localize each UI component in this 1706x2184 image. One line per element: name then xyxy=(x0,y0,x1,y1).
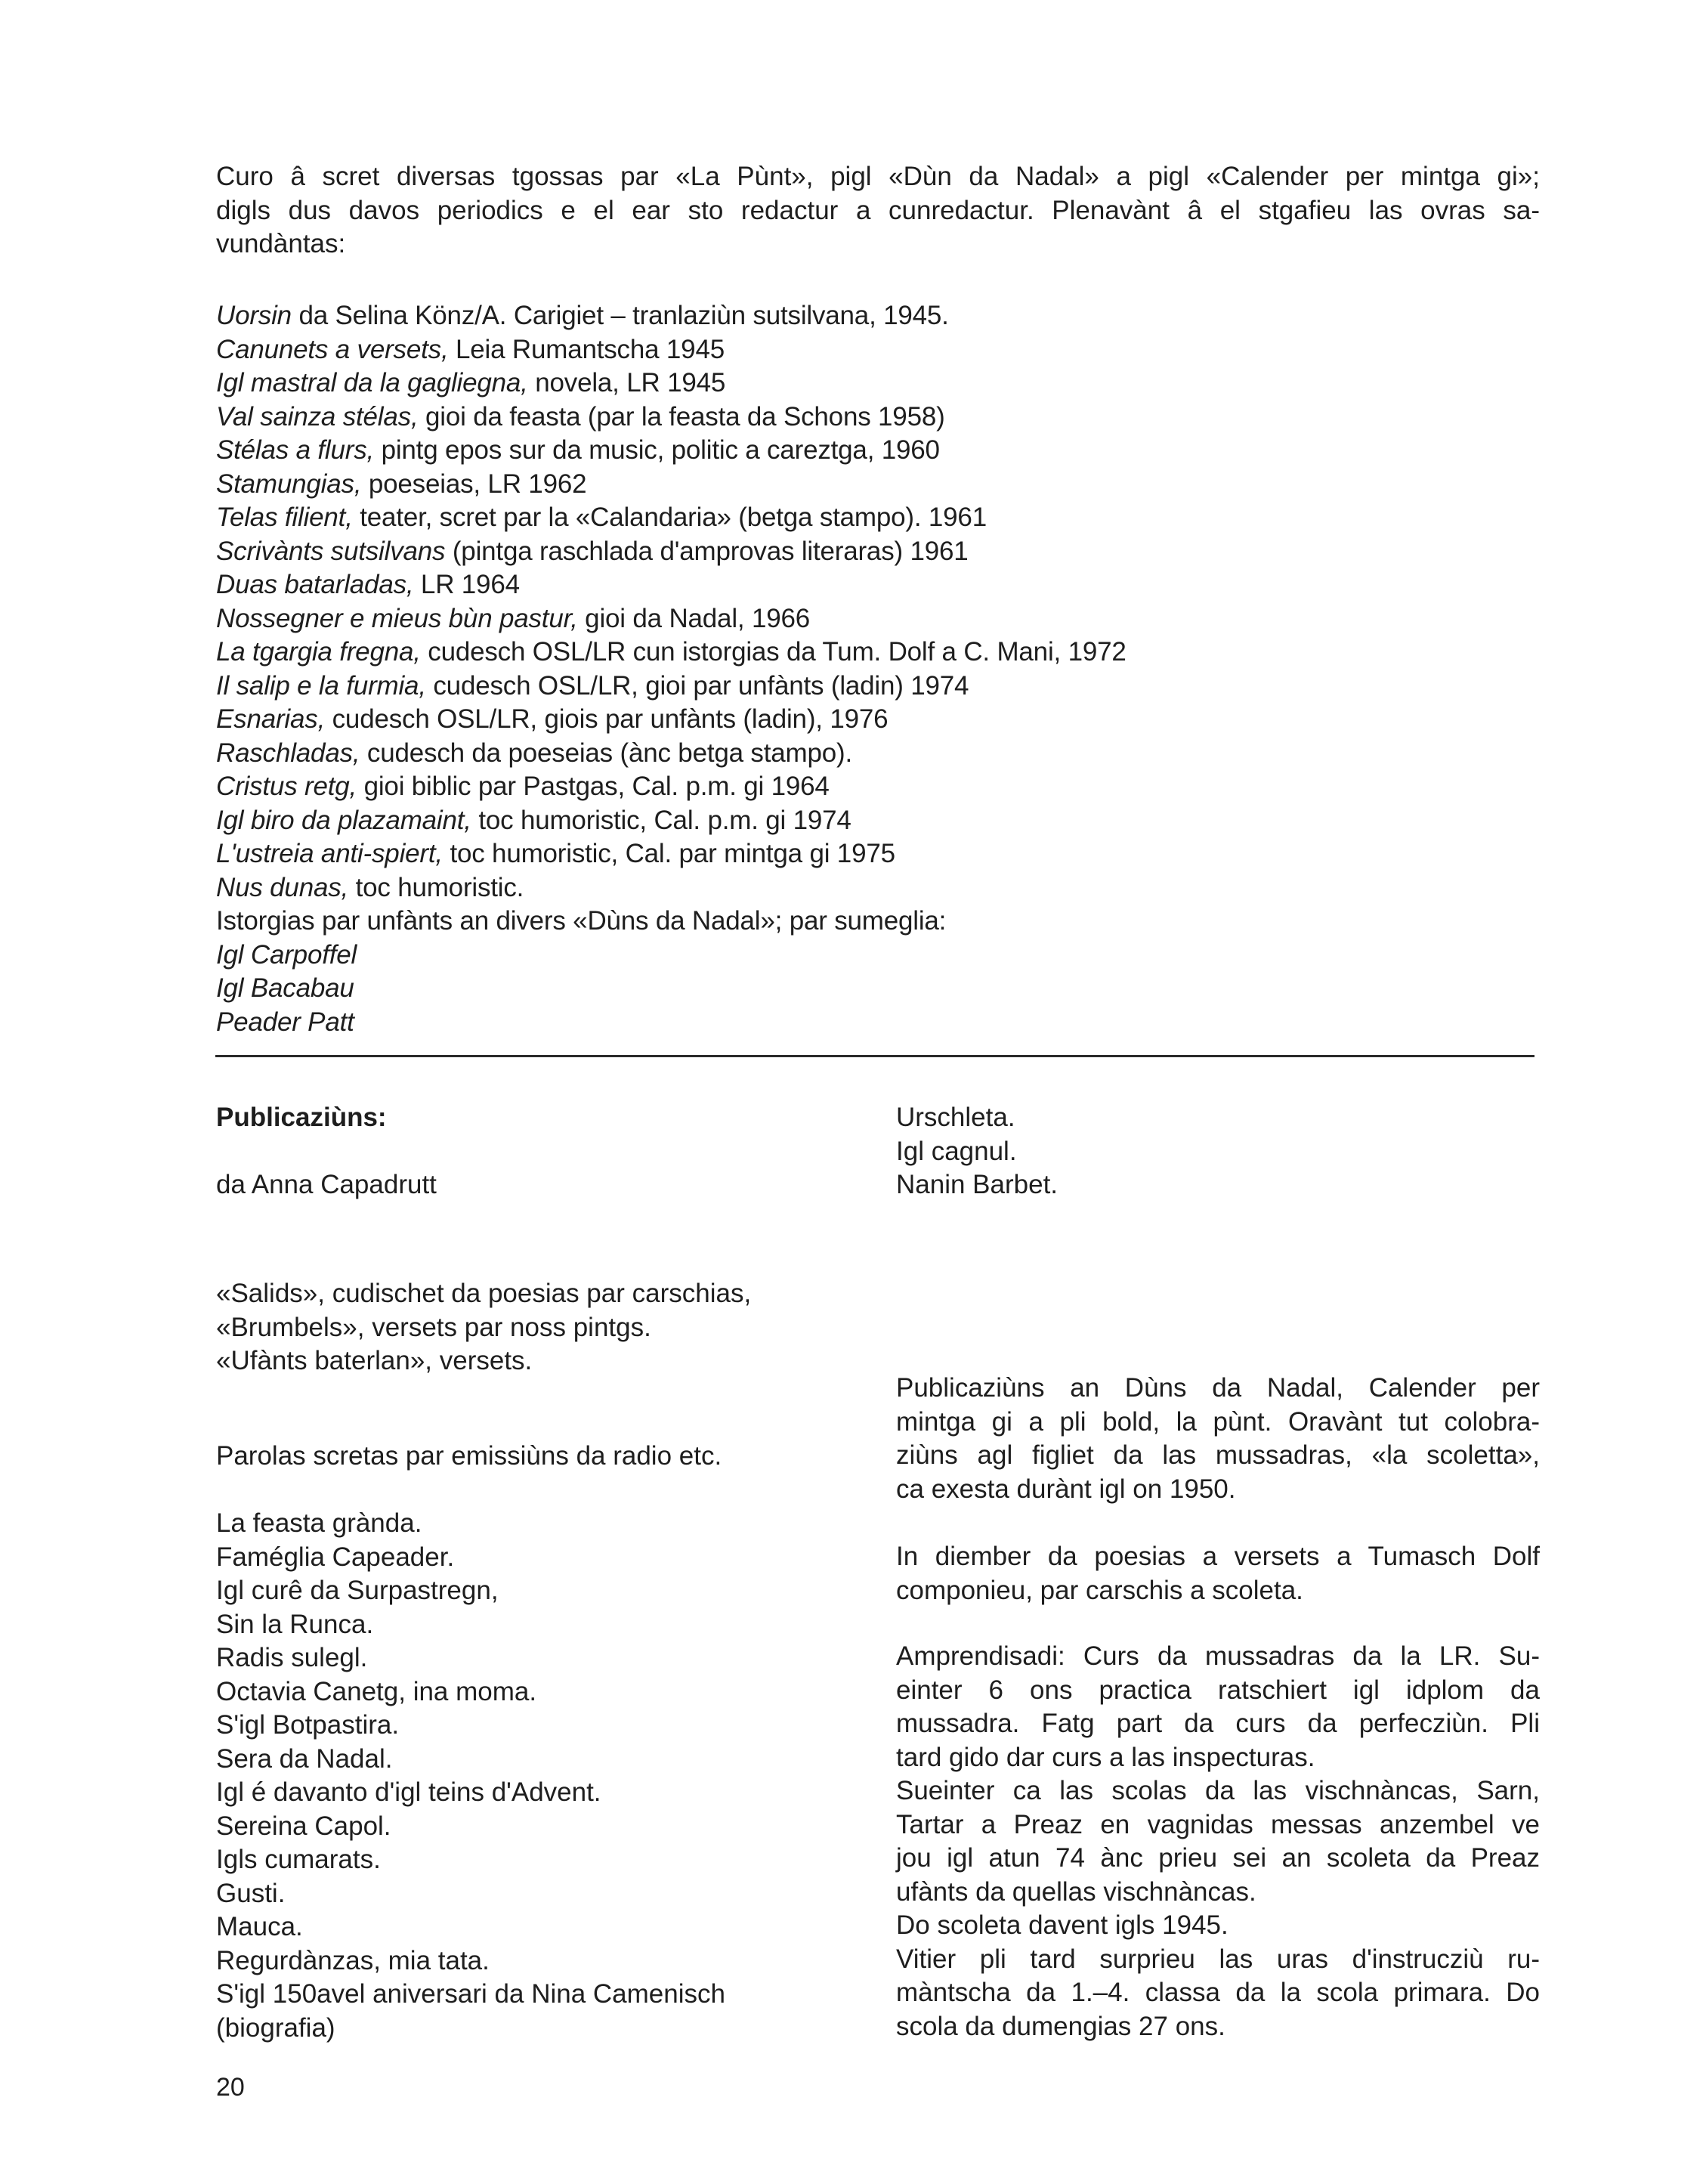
work-entry xyxy=(216,972,1546,1006)
paragraph-line: Sueinter ca las scolas da las vischnàncas, Sarn, xyxy=(896,1776,1540,1805)
paragraph-line: Do scoleta davent igls 1945. xyxy=(896,1910,1229,1940)
work-title: Val sainza stélas, xyxy=(216,401,419,432)
paragraph-line: einter 6 ons practica ratschiert igl idplom da xyxy=(896,1675,1540,1705)
books-list xyxy=(216,1277,866,1378)
radio-title: Faméglia Capeader. xyxy=(216,1542,455,1572)
paragraph-line: Amprendisadi: Curs da mussadras da la LR. Su- xyxy=(896,1641,1540,1671)
paragraph-line: ufànts da quellas vischnàncas. xyxy=(896,1876,1256,1907)
work-title: Igl biro da plazamaint, xyxy=(216,805,471,835)
radio-title: Octavia Canetg, ina moma. xyxy=(216,1676,537,1706)
work-entry xyxy=(216,804,1546,838)
paragraph-line: màntscha da 1.–4. classa da la scola primara. Do xyxy=(896,1978,1540,2007)
work-entry xyxy=(216,871,1546,905)
work-entry xyxy=(216,468,1546,502)
paragraph-line: tard gido dar curs a las inspecturas. xyxy=(896,1742,1315,1772)
work-details: cudesch OSL/LR cun istorgias da Tum. Dolf a C. Mani, 1972 xyxy=(420,637,1127,667)
radio-title: Igl cagnul. xyxy=(896,1136,1017,1166)
work-title: Duas batarladas, xyxy=(216,570,414,599)
work-entry xyxy=(216,1006,1546,1040)
work-entry xyxy=(216,401,1546,435)
book-item: «Salids», cudischet da poesias par carschias, xyxy=(216,1279,752,1308)
work-details: LR 1964 xyxy=(413,570,520,599)
paragraph-line: scola da dumengias 27 ons. xyxy=(896,2011,1225,2041)
publications-heading: Publicaziùns: xyxy=(216,1103,387,1132)
radio-title: Igl é davanto d'igl teins d'Advent. xyxy=(216,1777,601,1807)
work-title: Uorsin xyxy=(216,301,292,330)
work-entry xyxy=(216,737,1546,771)
paragraph-line: Publicaziùns an Dùns da Nadal, Calender per xyxy=(896,1373,1540,1403)
radio-title: Igl curê da Surpastregn, xyxy=(216,1576,499,1605)
work-title: Igl mastral da la gagliegna, xyxy=(216,368,528,398)
work-details: poeseias, LR 1962 xyxy=(361,469,587,499)
paragraph-line: ziùns agl figliet da las mussadras, «la scoletta», xyxy=(896,1440,1540,1470)
book-item: «Ufànts baterlan», versets. xyxy=(216,1346,533,1375)
work-title: Esnarias, xyxy=(216,704,326,734)
work-entry xyxy=(216,535,1546,569)
work-details: (pintga raschlada d'amprovas literaras) 1961 xyxy=(445,536,969,566)
work-title: Stélas a flurs, xyxy=(216,435,375,465)
work-title: Raschladas, xyxy=(216,738,360,768)
work-title: L'ustreia anti-spiert, xyxy=(216,839,443,868)
work-title: Igl Carpoffel xyxy=(216,939,357,970)
work-details: gioi biblic par Pastgas, Cal. p.m. gi 1964 xyxy=(357,772,830,801)
work-details: gioi da Nadal, 1966 xyxy=(577,603,810,633)
paragraph-line: jou igl atun 74 ànc prieu sei an scoleta da Preaz xyxy=(896,1843,1540,1873)
work-title: Il salip e la furmia, xyxy=(216,670,426,701)
radio-title: Nanin Barbet. xyxy=(896,1170,1059,1199)
work-details: pintg epos sur da music, politic a careztga, 1960 xyxy=(374,435,940,465)
work-details: cudesch OSL/LR, giois par unfànts (ladin), 1976 xyxy=(325,704,889,734)
work-entry xyxy=(216,837,1546,871)
work-entry xyxy=(216,670,1546,704)
section-divider xyxy=(215,1055,1534,1057)
intro-line: digls dus davos periodics e el ear sto redactur a cunredactur. Plenavànt â el stgafieu las ovras sa- xyxy=(216,195,1540,225)
radio-title: Sera da Nadal. xyxy=(216,1743,393,1774)
radio-title: S'igl 150avel aniversari da Nina Camenisch xyxy=(216,1979,725,2009)
work-title: Canunets a versets, xyxy=(216,334,449,364)
paragraph-poems xyxy=(896,1540,1540,1607)
work-title: Nossegner e mieus bùn pastur, xyxy=(216,603,578,633)
intro-line: Curo â scret diversas tgossas par «La Pùnt», pigl «Dùn da Nadal» a pigl «Calender per mintga gi»; xyxy=(216,162,1540,191)
work-entry xyxy=(216,636,1546,670)
work-details: cudesch OSL/LR, gioi par unfànts (ladin) 1974 xyxy=(425,670,969,701)
paragraph-biography xyxy=(896,1640,1540,2043)
paragraph-line: mintga gi a pli bold, la pùnt. Oravànt tut colobra- xyxy=(896,1406,1540,1437)
radio-title: Mauca. xyxy=(216,1912,303,1941)
work-title: Nus dunas, xyxy=(216,872,349,902)
radio-title: Urschleta. xyxy=(896,1103,1015,1132)
work-details: gioi da feasta (par la feasta da Schons 1958) xyxy=(418,401,945,432)
work-title: Scrivànts sutsilvans xyxy=(216,536,446,566)
work-details: toc humoristic, Cal. par mintga gi 1975 xyxy=(442,839,895,868)
work-entry xyxy=(216,299,1546,333)
work-entry xyxy=(216,939,1546,973)
paragraph-publications xyxy=(896,1372,1540,1506)
paragraph-line: mussadra. Fatg part da curs da perfecziùn. Pli xyxy=(896,1709,1540,1738)
work-details: Istorgias par unfànts an divers «Dùns da Nadal»; par sumeglia: xyxy=(216,906,947,936)
work-details: da Selina Könz/A. Carigiet – tranlaziùn sutsilvana, 1945. xyxy=(291,301,949,330)
work-details: novela, LR 1945 xyxy=(527,368,726,398)
radio-title: Regurdànzas, mia tata. xyxy=(216,1945,490,1975)
radio-titles-right xyxy=(896,1101,1540,1202)
paragraph-line: componieu, par carschis a scoleta. xyxy=(896,1575,1303,1605)
work-entry xyxy=(216,434,1546,468)
work-title: La tgargia fregna, xyxy=(216,637,421,667)
work-entry xyxy=(216,333,1546,367)
work-entry xyxy=(216,905,1546,939)
work-details: cudesch da poeseias (ànc betga stampo). xyxy=(360,738,852,768)
radio-title: Gusti. xyxy=(216,1878,286,1908)
page-number: 20 xyxy=(216,2073,245,2102)
intro-paragraph xyxy=(216,160,1540,261)
work-details: toc humoristic, Cal. p.m. gi 1974 xyxy=(471,805,851,835)
work-entry xyxy=(216,568,1546,602)
work-title: Telas filient, xyxy=(216,503,353,532)
radio-title: (biografia) xyxy=(216,2012,335,2043)
works-list xyxy=(216,299,1546,1039)
work-title: Peader Patt xyxy=(216,1007,354,1037)
paragraph-line: In diember da poesias a versets a Tumasch Dolf xyxy=(896,1542,1540,1571)
work-title: Cristus retg, xyxy=(216,772,357,801)
work-entry xyxy=(216,367,1546,401)
radio-title: Sereina Capol. xyxy=(216,1811,391,1841)
paragraph-line: Vitier pli tard surprieu las uras d'instrucziù ru- xyxy=(896,1944,1540,1974)
work-entry xyxy=(216,501,1546,535)
radio-title: Sin la Runca. xyxy=(216,1609,374,1639)
radio-title: Igls cumarats. xyxy=(216,1845,381,1874)
work-details: Leia Rumantscha 1945 xyxy=(448,334,725,364)
work-title: Stamungias, xyxy=(216,469,362,499)
intro-line: vundàntas: xyxy=(216,229,346,258)
radio-titles-left xyxy=(216,1507,866,2045)
radio-intro: Parolas scretas par emissiùns da radio etc. xyxy=(216,1441,722,1471)
work-details: toc humoristic. xyxy=(348,872,524,902)
radio-title: Radis sulegl. xyxy=(216,1643,368,1672)
work-entry xyxy=(216,703,1546,737)
work-entry xyxy=(216,770,1546,804)
work-details: teater, scret par la «Calandaria» (betga stampo). 1961 xyxy=(352,503,987,532)
radio-title: S'igl Botpastira. xyxy=(216,1710,400,1740)
book-item: «Brumbels», versets par noss pintgs. xyxy=(216,1312,651,1342)
publications-author: da Anna Capadrutt xyxy=(216,1170,437,1199)
work-entry xyxy=(216,602,1546,636)
paragraph-line: Tartar a Preaz en vagnidas messas anzembel ve xyxy=(896,1809,1540,1839)
radio-title: La feasta grànda. xyxy=(216,1508,422,1538)
work-title: Igl Bacabau xyxy=(216,973,354,1003)
paragraph-line: ca exesta durànt igl on 1950. xyxy=(896,1474,1236,1504)
